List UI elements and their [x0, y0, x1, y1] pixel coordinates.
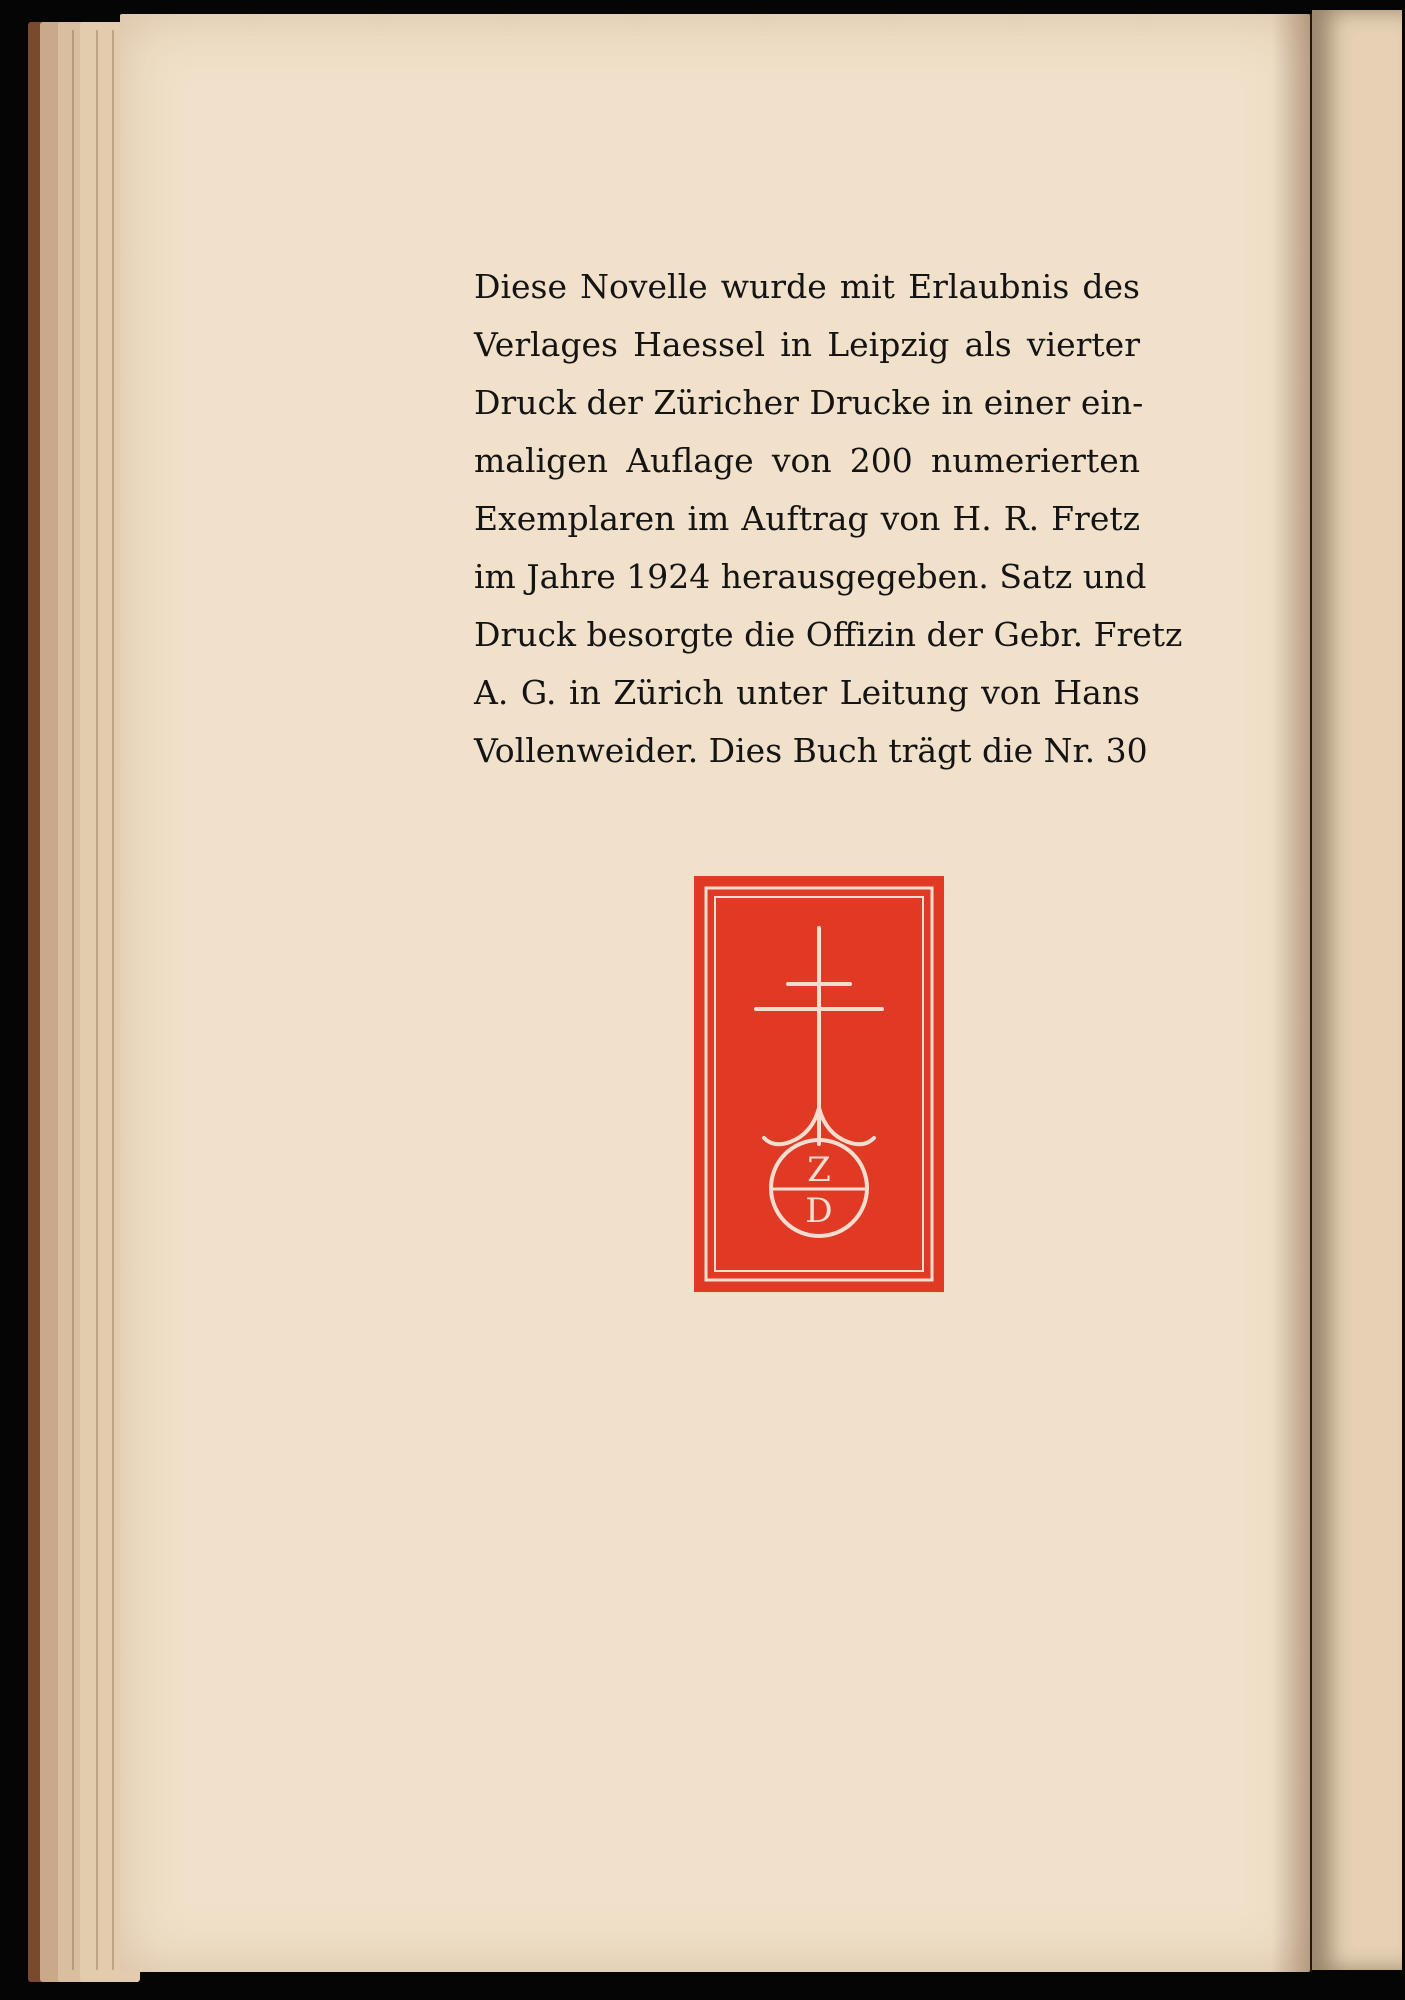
colophon-line: maligen Auflage von 200 numerierten — [474, 441, 1140, 480]
colophon-line: Verlages Haessel in Leipzig als vierter — [474, 325, 1140, 364]
colophon-line: Vollenweider. Dies Buch trägt die Nr. 30 — [474, 731, 1148, 770]
colophon-line: Druck der Züricher Drucke in einer ein- — [474, 383, 1144, 422]
facing-page-edge — [1312, 10, 1402, 1970]
printer-mark — [694, 876, 944, 1292]
colophon-line: Druck besorgte die Offizin der Gebr. Fretz — [474, 615, 1183, 654]
colophon-line: Exemplaren im Auftrag von H. R. Fretz — [474, 499, 1140, 538]
printer-mark-letter-bottom: D — [805, 1191, 833, 1231]
gutter-shadow — [1272, 14, 1312, 1972]
colophon-line: A. G. in Zürich unter Leitung von Hans — [474, 673, 1140, 712]
page-edge-line — [72, 30, 74, 1970]
colophon-line: Diese Novelle wurde mit Erlaubnis des — [474, 267, 1140, 306]
page-edge-line — [96, 30, 98, 1970]
colophon-text — [474, 258, 1183, 780]
colophon-line: im Jahre 1924 herausgegeben. Satz und — [474, 557, 1147, 596]
page-edge-line — [112, 30, 114, 1970]
printer-mark-letter-top: Z — [807, 1150, 831, 1190]
